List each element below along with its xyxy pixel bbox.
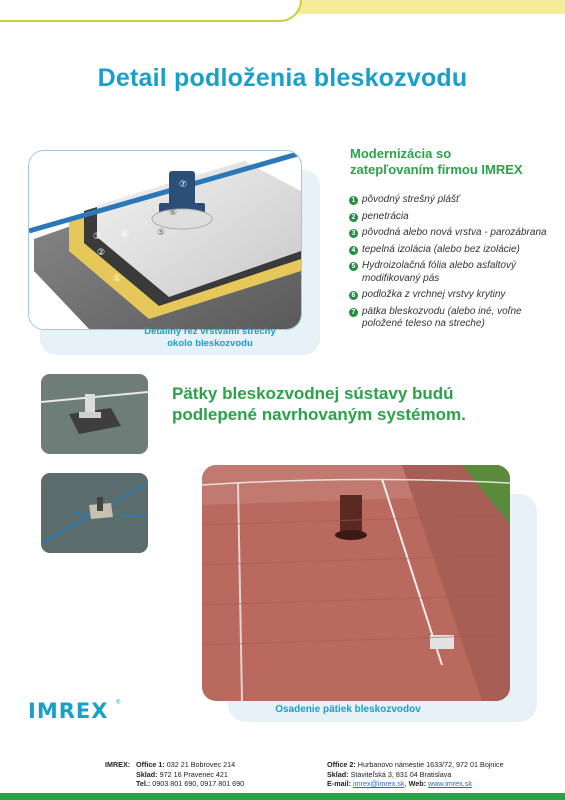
- imrex-logo: IMREX: [28, 699, 109, 723]
- sklad1-address: 972 16 Pravenec 421: [159, 769, 228, 779]
- web-label: Web:: [408, 779, 427, 789]
- tel-label: Tel.:: [136, 779, 151, 789]
- marker-6: ⑥: [169, 208, 178, 218]
- headline-line1: Pätky bleskozvodnej sústavy budú: [172, 384, 454, 403]
- email-label: E-mail:: [327, 779, 351, 789]
- list-item-text: pätka bleskozvodu (alebo iné, voľne položené teleso na streche): [362, 305, 522, 329]
- bullet-2: 2: [349, 213, 358, 222]
- roof-layers-illustration: [29, 151, 301, 329]
- photo-roof-installation: [202, 465, 510, 701]
- list-title-line1: Modernizácia so: [350, 146, 452, 161]
- footer-right: Office 2: Hurbanovo námestie 1633/72, 972 01 Bojnice Sklad: Staviteľská 3, 831 04 Bratislava E-mail: imrex@imrex.sk, Web: www.imrex.sk: [327, 760, 504, 789]
- photo-conductor-foot-1: [41, 374, 148, 454]
- diagram-caption-line1: Detailný rez vrstvami strechy: [144, 326, 276, 337]
- marker-1: ①: [113, 274, 122, 284]
- marker-4: ④: [121, 230, 130, 240]
- marker-3: ③: [93, 232, 102, 242]
- bullet-3: 3: [349, 229, 358, 238]
- email-link[interactable]: imrex@imrex.sk: [352, 779, 405, 789]
- logo-registered-mark: ®: [116, 700, 121, 706]
- list-title: [350, 146, 550, 178]
- bullet-7: 7: [349, 308, 358, 317]
- web-link[interactable]: www.imrex.sk: [428, 779, 472, 789]
- big-photo-caption: Osadenie pätiek bleskozvodov: [275, 704, 421, 715]
- marker-7: ⑦: [179, 180, 188, 190]
- top-curve-decoration: [0, 0, 302, 22]
- bottom-bar: [0, 793, 565, 800]
- photo-conductor-foot-2: [41, 473, 148, 553]
- sklad1-label: Sklad:: [136, 769, 158, 779]
- list-item: [349, 289, 559, 302]
- list-item: [349, 244, 559, 257]
- sklad2-label: Sklad:: [327, 769, 349, 779]
- bullet-6: 6: [349, 291, 358, 300]
- list-item-text: pôvodná alebo nová vrstva - parozábrana: [362, 227, 547, 238]
- list-item-text: tepelná izolácia (alebo bez izolácie): [362, 243, 520, 255]
- roof-layers-diagram: [28, 150, 302, 330]
- bullet-5: 5: [349, 262, 358, 271]
- sklad2-address: Staviteľská 3, 831 04 Bratislava: [350, 769, 452, 779]
- list-item-text: podložka z vrchnej vrstvy krytiny: [362, 289, 506, 300]
- list-item: [349, 260, 559, 285]
- footer-left: [105, 760, 326, 789]
- page-title: Detail podloženia bleskozvodu: [97, 64, 468, 92]
- headline-line2: podlepené navrhovaným systémom.: [172, 405, 466, 424]
- footer-company: IMREX:: [105, 760, 131, 769]
- list-item: [349, 194, 559, 207]
- list-item-text: penetrácia: [362, 210, 409, 222]
- bullet-1: 1: [349, 196, 358, 205]
- tel-numbers: 0903 801 690, 0917 801 690: [152, 779, 245, 789]
- layer-list: [349, 194, 559, 335]
- list-title-line2: zatepľovaním firmou IMREX: [350, 162, 523, 177]
- diagram-caption: [120, 326, 300, 350]
- list-item-text: pôvodný strešný plášť: [362, 194, 460, 205]
- list-item: [349, 211, 559, 224]
- office2-address: Hurbanovo námestie 1633/72, 972 01 Bojnice: [357, 760, 504, 769]
- marker-5: ⑤: [157, 228, 166, 238]
- office1-address: 032 21 Bobrovec 214: [166, 760, 236, 769]
- diagram-caption-line2: okolo bleskozvodu: [167, 338, 253, 349]
- list-item: [349, 227, 559, 240]
- bullet-4: 4: [349, 246, 358, 255]
- office2-label: Office 2:: [327, 760, 356, 769]
- list-item: [349, 306, 559, 331]
- list-item-text: Hydroizolačná fólia alebo asfaltový modifikovaný pás: [362, 260, 516, 284]
- headline: [172, 383, 552, 425]
- office1-label: Office 1:: [136, 760, 165, 769]
- marker-2: ②: [97, 248, 106, 258]
